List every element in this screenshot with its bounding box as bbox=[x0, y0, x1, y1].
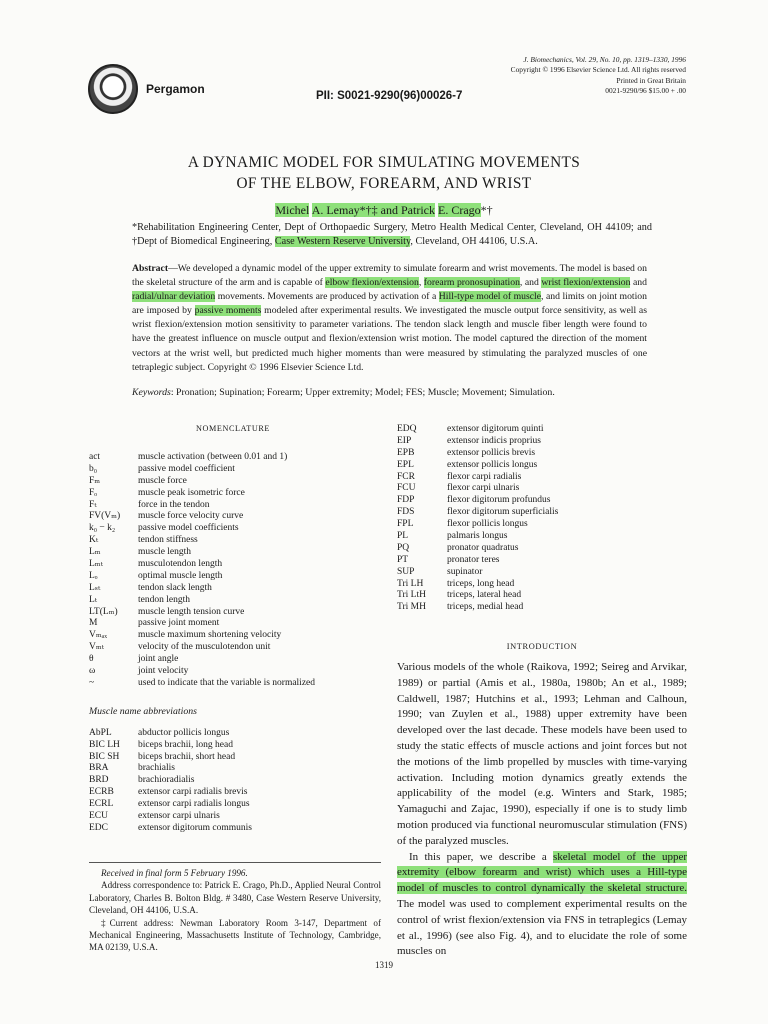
nomenclature-row bbox=[89, 476, 389, 488]
abstract-text: , and limits on joint motion are imposed by bbox=[132, 291, 647, 317]
symbol: EDQ bbox=[397, 424, 417, 434]
affiliation bbox=[132, 221, 652, 248]
nomenclature-row bbox=[89, 535, 389, 547]
definition: joint velocity bbox=[138, 666, 189, 677]
symbol: Lₘ bbox=[89, 547, 101, 558]
footnote bbox=[89, 867, 381, 954]
definition: muscle peak isometric force bbox=[138, 487, 245, 498]
nomenclature-row bbox=[89, 630, 389, 642]
definition: extensor indicis proprius bbox=[447, 435, 541, 446]
definition: triceps, medial head bbox=[447, 602, 524, 613]
abstract-text: —We developed a dynamic model of the upper extremity to simulate forearm and wrist movements. The model is based on the skeletal structure of the arm and is capable of bbox=[132, 263, 647, 289]
intro-paragraph-1: Various models of the whole (Raikova, 1992; Seireg and Arvikar, 1989) or partial (Amis et al., 1980a, 1980b; An et al., 1989; Caldwell, 1987; Hutchins et al., 1993; Lehman and Calhoun, 1990; van Zuylen et al., 1988) upper extremity have been developed over the last decade. These models have been used to study the static effects of muscle actions and joint forces but not the motions of the limb propelled by muscles with time-varying activation. Including motion dynamics greatly extends the applicability of the model (e.g. Winters and Stark, 1985; Yamaguchi and Zajac, 1990), especially if one is to study limb motion produced via functional neuromuscular stimulation (FNS) of the paralyzed muscles. bbox=[397, 661, 687, 847]
symbol: EDC bbox=[89, 822, 108, 833]
abstract-text: movements. Movements are produced by activation of a bbox=[215, 291, 439, 303]
symbol: Tri MH bbox=[397, 602, 426, 613]
definition: tendon slack length bbox=[138, 582, 212, 593]
nomenclature-row bbox=[397, 460, 697, 472]
symbol: b₀ bbox=[89, 463, 98, 474]
definition: muscle length bbox=[138, 547, 192, 558]
footnote-current-address: ‡Current address: Newman Laboratory Room 3-147, Department of Mechanical Engineering, Massachusetts Institute of Technology, Cambridge, MA 02139, U.S.A. bbox=[89, 917, 381, 953]
nomenclature-row bbox=[89, 523, 389, 535]
keywords-text: : Pronation; Supination; Forearm; Upper extremity; Model; FES; Muscle; Movement; Simulation. bbox=[170, 387, 555, 398]
symbol: Lₒ bbox=[89, 570, 98, 581]
nomenclature-row bbox=[89, 775, 389, 787]
definition: extensor carpi ulnaris bbox=[138, 811, 220, 822]
symbol: ECRB bbox=[89, 787, 114, 798]
highlight-skeletal-model: skeletal model of the upper extremity (elbow forearm and wrist) which uses a Hill-type model of muscles to control dynamically the skeletal structure. bbox=[397, 850, 687, 895]
nomenclature-row bbox=[397, 472, 697, 484]
symbol: EPL bbox=[397, 459, 414, 470]
nomenclature-row bbox=[397, 555, 697, 567]
definition: biceps brachii, long head bbox=[138, 739, 233, 750]
definition: passive model coefficient bbox=[138, 463, 235, 474]
authors bbox=[0, 203, 768, 218]
affiliation-text: *Rehabilitation Engineering Center, Dept of Orthopaedic Surgery, Metro Health Medical Center, Cleveland, OH 44109; and †Dept of Biomedical Engineering, bbox=[132, 222, 652, 247]
symbol: FPL bbox=[397, 519, 414, 530]
nomenclature-row bbox=[89, 752, 389, 764]
definition: passive model coefficients bbox=[138, 523, 239, 534]
symbol: PQ bbox=[397, 542, 410, 553]
definition: flexor pollicis longus bbox=[447, 519, 528, 530]
affiliation-university: Case Western Reserve University bbox=[274, 235, 411, 247]
definition: used to indicate that the variable is normalized bbox=[138, 677, 316, 688]
nomenclature-row bbox=[89, 464, 389, 476]
intro-text: The model was used to complement experimental results on the control of wrist flexion/extension via FNS in tetraplegics (Lemay et al., 1996) (see also Fig. 4), and to elucidate the role of some muscles on bbox=[397, 897, 687, 958]
nomenclature-row bbox=[89, 547, 389, 559]
footnote-address: Address correspondence to: Patrick E. Crago, Ph.D., Applied Neural Control Laboratory, Charles B. Bolton Bldg. # 3480, Case Western Reserve University, Cleveland, OH 44106, U.S.A. bbox=[89, 880, 381, 916]
abbreviations-list-right bbox=[397, 424, 697, 614]
definition: muscle length tension curve bbox=[138, 606, 245, 617]
nomenclature-row bbox=[89, 642, 389, 654]
symbol: act bbox=[89, 452, 101, 462]
nomenclature-row bbox=[397, 436, 697, 448]
definition: flexor carpi radialis bbox=[447, 471, 522, 482]
symbol: FCU bbox=[397, 483, 416, 494]
footnote-rule bbox=[89, 862, 381, 863]
symbol: Fₒ bbox=[89, 487, 98, 498]
nomenclature-row bbox=[89, 595, 389, 607]
symbol: SUP bbox=[397, 566, 415, 577]
definition: triceps, lateral head bbox=[447, 590, 522, 601]
journal-printed: Printed in Great Britain bbox=[616, 75, 686, 85]
symbol: Lₘₜ bbox=[89, 559, 103, 570]
definition: flexor carpi ulnaris bbox=[447, 483, 520, 494]
nomenclature-row bbox=[397, 507, 697, 519]
definition: tendon stiffness bbox=[138, 535, 198, 546]
journal-price: 0021-9290/96 $15.00 + .00 bbox=[605, 86, 686, 96]
symbol: FDP bbox=[397, 495, 415, 506]
affiliation-text-2: , Cleveland, OH 44106, U.S.A. bbox=[410, 235, 538, 247]
nomenclature-row bbox=[397, 483, 697, 495]
nomenclature-row bbox=[89, 488, 389, 500]
definition: extensor digitorum communis bbox=[138, 822, 252, 833]
author-2-last: E. Crago bbox=[438, 203, 481, 217]
nomenclature-row bbox=[89, 571, 389, 583]
definition: biceps brachii, short head bbox=[138, 751, 236, 762]
symbol: BRD bbox=[89, 775, 109, 786]
symbol: ω bbox=[89, 666, 96, 677]
nomenclature-row bbox=[397, 579, 697, 591]
journal-info bbox=[426, 55, 686, 97]
nomenclature-row bbox=[89, 740, 389, 752]
nomenclature-row bbox=[397, 531, 697, 543]
definition: brachialis bbox=[138, 763, 175, 774]
symbol: Lₜ bbox=[89, 594, 98, 605]
definition: palmaris longus bbox=[447, 531, 508, 542]
nomenclature-row bbox=[89, 452, 389, 464]
journal-citation: J. Biomechanics, Vol. 29, No. 10, pp. 1319–1330, 1996 bbox=[523, 55, 686, 64]
symbol: M bbox=[89, 618, 98, 629]
definition: flexor digitorum profundus bbox=[447, 495, 551, 506]
symbol: FCR bbox=[397, 471, 415, 482]
paper-title bbox=[0, 152, 768, 194]
symbol: AbPL bbox=[89, 727, 112, 738]
symbol: EIP bbox=[397, 435, 412, 446]
nomenclature-list bbox=[89, 452, 389, 835]
definition: abductor pollicis longus bbox=[138, 727, 230, 738]
symbol: Vₘₜ bbox=[89, 642, 105, 653]
definition: muscle force velocity curve bbox=[138, 511, 244, 522]
author-2-marks: *† bbox=[480, 203, 493, 217]
symbol: Tri LtH bbox=[397, 590, 426, 601]
definition: force in the tendon bbox=[138, 499, 210, 510]
symbol: BIC SH bbox=[89, 751, 120, 762]
title-line-2: OF THE ELBOW, FOREARM, AND WRIST bbox=[236, 175, 532, 192]
symbol: ECRL bbox=[89, 799, 114, 810]
definition: tendon length bbox=[138, 594, 190, 605]
definition: optimal muscle length bbox=[138, 570, 223, 581]
symbol: BIC LH bbox=[89, 739, 120, 750]
definition: musculotendon length bbox=[138, 559, 223, 570]
intro-text: In this paper, we describe a bbox=[409, 850, 554, 863]
symbol: PL bbox=[397, 531, 409, 542]
page-number: 1319 bbox=[375, 960, 393, 970]
keywords-label: Keywords bbox=[132, 387, 171, 398]
definition: supinator bbox=[447, 566, 483, 577]
abstract-text: , and bbox=[519, 277, 542, 289]
definition: muscle activation (between 0.01 and 1) bbox=[138, 452, 288, 462]
publisher-logo bbox=[88, 64, 138, 114]
symbol: Vₘₐₓ bbox=[89, 630, 108, 641]
highlight-forearm: forearm pronosupination bbox=[423, 277, 520, 289]
publisher-name: Pergamon bbox=[146, 82, 205, 96]
highlight-passive-moments: passive moments bbox=[194, 305, 262, 317]
nomenclature-row bbox=[397, 519, 697, 531]
introduction-body bbox=[397, 660, 687, 960]
nomenclature-row bbox=[89, 728, 389, 740]
definition: extensor digitorum quinti bbox=[447, 424, 544, 434]
nomenclature-row bbox=[89, 607, 389, 619]
symbol: BRA bbox=[89, 763, 109, 774]
author-1-last: A. Lemay*†‡ bbox=[311, 203, 378, 217]
symbol: Kₜ bbox=[89, 535, 99, 546]
keywords bbox=[132, 387, 652, 398]
nomenclature-row bbox=[89, 787, 389, 799]
definition: passive joint moment bbox=[138, 618, 220, 629]
symbol: k₀ − k₂ bbox=[89, 523, 116, 534]
highlight-elbow: elbow flexion/extension bbox=[325, 277, 419, 289]
symbol: PT bbox=[397, 554, 409, 565]
symbol: ~ bbox=[89, 677, 95, 688]
abstract bbox=[132, 262, 647, 375]
nomenclature-row bbox=[89, 811, 389, 823]
nomenclature-row bbox=[397, 448, 697, 460]
nomenclature-row bbox=[89, 763, 389, 775]
symbol: LT(Lₘ) bbox=[89, 606, 118, 617]
pii-code: PII: S0021-9290(96)00026-7 bbox=[316, 90, 463, 102]
definition: pronator teres bbox=[447, 554, 500, 565]
nomenclature-row bbox=[397, 424, 697, 436]
symbol: Tri LH bbox=[397, 578, 424, 589]
nomenclature-row bbox=[89, 678, 389, 690]
abstract-text: modeled after experimental results. We investigated the muscle output force sensitivity, as well as wrist flexion/extension motion sensitivity to parameter variations. The tendon slack length and muscle fiber length were found to have the greatest influence on muscle output and flexion/extension wrist motion. The model captured the direction of the moment vectors at the wrist well, but predicted much higher moments than were measured by stimulating the paralyzed muscles of one tetraplegic subject. Copyright © 1996 Elsevier Science Ltd. bbox=[132, 305, 647, 373]
highlight-wrist-flexion: wrist flexion/extension bbox=[541, 277, 631, 289]
definition: muscle force bbox=[138, 475, 187, 486]
abstract-label: Abstract bbox=[132, 263, 169, 274]
symbol: FDS bbox=[397, 507, 415, 518]
nomenclature-row bbox=[89, 511, 389, 523]
footnote-received: Received in final form 5 February 1996. bbox=[101, 868, 248, 878]
symbol: EPB bbox=[397, 447, 415, 458]
symbol: FV(Vₘ) bbox=[89, 511, 121, 522]
nomenclature-row bbox=[397, 543, 697, 555]
highlight-hill-model: Hill-type model of muscle bbox=[438, 291, 542, 303]
nomenclature-row bbox=[397, 495, 697, 507]
symbol: Fₜ bbox=[89, 499, 97, 510]
nomenclature-row bbox=[89, 559, 389, 571]
journal-copyright: Copyright © 1996 Elsevier Science Ltd. All rights reserved bbox=[510, 65, 686, 75]
nomenclature-row bbox=[397, 567, 697, 579]
nomenclature-row bbox=[89, 583, 389, 595]
symbol: Lₛₜ bbox=[89, 582, 101, 593]
definition: extensor carpi radialis brevis bbox=[138, 787, 248, 798]
definition: muscle maximum shortening velocity bbox=[138, 630, 282, 641]
nomenclature-row bbox=[89, 500, 389, 512]
definition: extensor carpi radialis longus bbox=[138, 799, 250, 810]
title-line-1: A DYNAMIC MODEL FOR SIMULATING MOVEMENTS bbox=[187, 154, 581, 171]
nomenclature-row bbox=[89, 654, 389, 666]
nomenclature-heading: NOMENCLATURE bbox=[195, 424, 271, 433]
definition: joint angle bbox=[138, 654, 179, 665]
symbol: θ bbox=[89, 654, 94, 665]
abbreviations-heading: Muscle name abbreviations bbox=[89, 705, 197, 717]
definition: velocity of the musculotendon unit bbox=[138, 642, 271, 653]
nomenclature-row bbox=[89, 618, 389, 630]
nomenclature-row bbox=[397, 590, 697, 602]
definition: triceps, long head bbox=[447, 578, 515, 589]
definition: flexor digitorum superficialis bbox=[447, 507, 559, 518]
author-1-first: Michel bbox=[275, 203, 310, 217]
highlight-deviation: radial/ulnar deviation bbox=[132, 291, 216, 303]
nomenclature-row bbox=[89, 799, 389, 811]
nomenclature-row bbox=[89, 823, 389, 835]
definition: extensor pollicis brevis bbox=[447, 447, 536, 458]
definition: pronator quadratus bbox=[447, 542, 519, 553]
nomenclature-row bbox=[397, 602, 697, 614]
introduction-heading: INTRODUCTION bbox=[506, 642, 578, 651]
author-and: and Patrick bbox=[377, 203, 435, 217]
definition: extensor pollicis longus bbox=[447, 459, 538, 470]
intro-paragraph-2 bbox=[397, 850, 687, 961]
abstract-text: and bbox=[630, 277, 647, 289]
symbol: Fₘ bbox=[89, 475, 101, 486]
nomenclature-row bbox=[89, 666, 389, 678]
symbol: ECU bbox=[89, 811, 108, 822]
definition: brachioradialis bbox=[138, 775, 195, 786]
abstract-text: , bbox=[418, 277, 424, 289]
